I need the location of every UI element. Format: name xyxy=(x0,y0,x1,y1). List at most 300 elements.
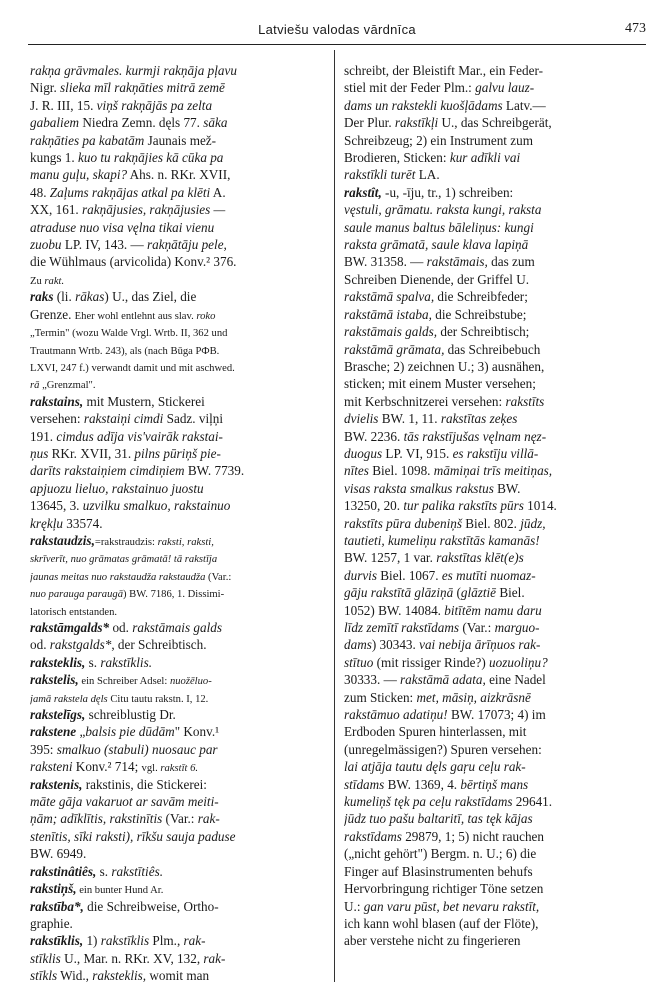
text-segment: latorisch entstanden. xyxy=(30,606,118,618)
text-line xyxy=(30,898,328,915)
text-line xyxy=(344,62,644,79)
column-divider xyxy=(334,50,335,982)
text-segment: vęstuli, grāmatu. raksta kungi, raksta xyxy=(344,202,542,218)
text-segment: rakstīklis xyxy=(100,933,150,949)
text-segment: Eher wohl entlehnt aus slav. xyxy=(74,310,197,322)
text-line xyxy=(30,741,328,758)
text-segment: (unregelmässigen?) Spuren versehen: xyxy=(344,741,542,757)
text-segment: rākas xyxy=(75,289,105,305)
text-line xyxy=(30,375,328,392)
text-line xyxy=(30,306,328,323)
text-line xyxy=(344,654,644,671)
text-line xyxy=(30,114,328,131)
text-segment: 30333. — xyxy=(344,672,401,688)
text-segment: kungs 1. xyxy=(30,150,78,166)
text-segment: RKr. XVII, 31. xyxy=(48,445,135,461)
text-segment: Brodieren, Sticken: xyxy=(344,150,450,166)
text-segment: raksteni xyxy=(30,759,73,775)
text-line xyxy=(30,132,328,149)
headword: rakstība*, xyxy=(30,898,84,914)
text-segment: s. xyxy=(85,654,101,670)
text-segment: rakstgalds* xyxy=(49,637,112,653)
text-segment: Zaļums rakņājas atkal pa klēti xyxy=(49,184,211,200)
text-line xyxy=(30,428,328,445)
text-segment: raksteklis, xyxy=(92,968,147,984)
text-segment: stiel mit der Feder Plm.: xyxy=(344,80,476,96)
text-segment: uozuoliņu? xyxy=(489,654,548,670)
text-segment: Konv.² 714; xyxy=(72,759,142,775)
text-segment: bērtiņš mans xyxy=(460,776,529,792)
text-segment: schreiblustig Dr. xyxy=(85,707,176,723)
text-line xyxy=(30,219,328,236)
text-segment: tur palika rakstīts pūrs xyxy=(403,498,524,514)
text-segment: rakstītas zeķes xyxy=(440,411,518,427)
text-segment: „ xyxy=(76,724,86,740)
text-segment: 1) xyxy=(83,933,101,949)
text-segment: atraduse nuo visa vęlna tikai vienu xyxy=(30,219,215,235)
text-line xyxy=(30,97,328,114)
text-line xyxy=(344,79,644,96)
text-segment: rakstāmā adata, xyxy=(400,672,486,688)
text-line xyxy=(344,480,644,497)
text-line xyxy=(344,341,644,358)
text-segment: ) U., das Ziel, die xyxy=(104,289,197,305)
text-segment: U., das Schreibgerät, xyxy=(438,115,552,131)
text-segment: mit Mustern, Stickerei xyxy=(83,393,205,409)
text-line xyxy=(344,810,644,827)
text-segment: rakstīkļi xyxy=(394,115,439,131)
text-line xyxy=(30,79,328,96)
text-segment: 48. xyxy=(30,184,50,200)
text-segment: kumeliņš tęk pa ceļu rakstīdams xyxy=(344,794,513,810)
header-rule xyxy=(28,44,646,45)
text-line xyxy=(344,845,644,862)
text-line xyxy=(344,132,644,149)
text-segment: A. xyxy=(210,184,226,200)
text-segment: die Schreibfeder; xyxy=(434,289,528,305)
text-segment: das Schreibebuch xyxy=(444,341,541,357)
text-segment: ( xyxy=(453,585,461,601)
text-segment: „Grenzmal". xyxy=(39,380,96,392)
page-header xyxy=(28,22,646,46)
text-segment: rakstāmais, xyxy=(426,254,488,270)
text-line xyxy=(344,358,644,375)
text-segment: es mutīti nuomaz- xyxy=(441,567,536,583)
text-segment: Erdboden Spuren hinterlassen, mit xyxy=(344,724,527,740)
text-segment: dvielis xyxy=(344,411,379,427)
text-segment: gabaliem xyxy=(30,115,80,131)
text-segment: lai atjāja tautu dęls gaŗu ceļu rak- xyxy=(344,759,526,775)
text-segment: s. xyxy=(96,863,112,879)
text-segment: zum Sticken: xyxy=(344,689,417,705)
text-line xyxy=(344,793,644,810)
text-segment: Ahs. n. RKr. XVII, xyxy=(127,167,231,183)
text-segment: rakstīt 6. xyxy=(160,763,199,775)
text-segment: manu guļu, skapi? xyxy=(30,167,128,183)
text-line xyxy=(344,97,644,114)
text-segment: U., Mar. n. RKr. XV, 132, xyxy=(60,950,204,966)
text-segment: (li. xyxy=(53,289,76,305)
text-segment: Plm., xyxy=(149,933,184,949)
text-line xyxy=(344,567,644,584)
text-segment: LXVI, 247 f.) verwandt damit und mit aschwed. xyxy=(30,362,235,374)
text-segment: " Konv.¹ xyxy=(174,724,220,740)
text-segment: rakt. xyxy=(44,275,65,287)
text-line xyxy=(30,828,328,845)
text-line xyxy=(344,515,644,532)
text-segment: BW. 1369, 4. xyxy=(384,776,461,792)
text-line xyxy=(30,549,328,566)
text-segment: balsis pie dūdām xyxy=(85,724,175,740)
text-segment: smalkuo (stabuli) nuosauc par xyxy=(56,741,218,757)
text-segment: uzvilku smalkuo, rakstainuo xyxy=(82,498,231,514)
text-line xyxy=(30,636,328,653)
left-column xyxy=(30,62,328,985)
text-line xyxy=(30,776,328,793)
text-segment: Niedra Zemn. dęls 77. xyxy=(79,115,204,131)
text-line xyxy=(344,114,644,131)
text-line xyxy=(344,915,644,932)
text-segment: ) BW. 7186, 1. Dissimi- xyxy=(123,589,225,601)
text-line xyxy=(30,689,328,706)
text-line xyxy=(344,584,644,601)
text-segment: (Var.: xyxy=(205,571,232,583)
text-segment: Jaunais mež- xyxy=(144,132,217,148)
text-line xyxy=(30,445,328,462)
text-segment: rakstītas klēt(e)s xyxy=(436,550,524,566)
text-line xyxy=(344,619,644,636)
text-line xyxy=(344,898,644,915)
right-column xyxy=(344,62,644,950)
text-line xyxy=(344,149,644,166)
text-segment: zuobu xyxy=(30,237,62,253)
text-segment: BW. 31358. — xyxy=(344,254,427,270)
headword: raksteklis, xyxy=(30,654,86,670)
text-segment: BW. 7739. xyxy=(184,463,245,479)
text-segment: Latv.— xyxy=(502,97,546,113)
text-segment: 29879, 1; 5) nicht rauchen xyxy=(401,828,544,844)
text-segment: cimdus adīja vis'vairāk rakstai- xyxy=(56,428,223,444)
text-segment: ņus xyxy=(30,445,49,461)
text-segment: J. R. III, 15. xyxy=(30,97,97,113)
text-line xyxy=(30,341,328,358)
text-line xyxy=(30,950,328,967)
text-segment: 33574. xyxy=(62,515,103,531)
text-segment: rakstāmais galds xyxy=(132,620,222,635)
text-segment: rakņa grāvmales. kurmji rakņāja pļavu xyxy=(30,63,237,78)
text-segment: od. xyxy=(109,620,133,635)
text-segment: stītuo xyxy=(344,654,374,670)
text-segment: (Var.: xyxy=(459,620,495,635)
text-line xyxy=(344,636,644,653)
text-segment: U.: xyxy=(344,898,364,914)
text-line xyxy=(30,880,328,897)
text-line xyxy=(30,810,328,827)
text-line xyxy=(30,288,328,305)
text-segment: gan varu pūst, bet nevaru rakstīt, xyxy=(363,898,540,914)
text-line xyxy=(30,915,328,932)
text-segment: skrīverīt, nuo grāmatas grāmatā! tā rakstīja xyxy=(30,554,218,566)
text-segment: ņām; adīklītis, rakstinītis xyxy=(30,811,163,827)
text-segment: (mit rissiger Rinde?) xyxy=(373,654,490,670)
text-segment: -u, -īju, tr., 1) schreiben: xyxy=(381,184,514,200)
text-line xyxy=(344,776,644,793)
text-segment: (Var.: xyxy=(162,811,198,827)
text-line xyxy=(344,306,644,323)
headword: raks xyxy=(30,289,54,305)
text-line xyxy=(30,201,328,218)
text-line xyxy=(30,236,328,253)
text-segment: 1014. xyxy=(523,498,557,514)
text-segment: versehen: xyxy=(30,411,84,427)
text-line xyxy=(30,723,328,740)
text-segment: māmiņai trīs meitiņas, xyxy=(433,463,553,479)
text-line xyxy=(344,863,644,880)
text-segment: ) 30343. xyxy=(371,637,420,653)
text-segment: marguo- xyxy=(494,620,540,635)
text-line xyxy=(344,201,644,218)
text-segment: ein Schreiber Adsel: xyxy=(78,676,170,688)
text-segment: māte gāja vakaruot ar savām meiti- xyxy=(30,794,219,810)
text-line xyxy=(344,549,644,566)
text-line xyxy=(344,271,644,288)
text-segment: BW. 2236. xyxy=(344,428,404,444)
text-segment: Grenze. xyxy=(30,306,75,322)
text-segment: saule manus baltus bāleliņus: kungi xyxy=(344,219,534,235)
text-segment: ich kann wohl blasen (auf der Flöte), xyxy=(344,915,539,931)
text-line xyxy=(30,671,328,688)
headword: rakstiņš, xyxy=(30,881,77,897)
text-line xyxy=(344,236,644,253)
text-segment: stenītis, sīki raksti), rīkšu sauja paduse xyxy=(30,828,236,844)
text-segment: Zu xyxy=(30,275,45,287)
text-line xyxy=(344,602,644,619)
text-line xyxy=(30,532,328,549)
text-segment: apjuozu lieluo, rakstainuo juostu xyxy=(30,480,204,496)
text-line xyxy=(344,166,644,183)
text-segment: jūdz, xyxy=(520,515,546,531)
text-segment: der Schreibtisch; xyxy=(437,324,530,340)
text-segment: Finger auf Blasinstrumenten behufs xyxy=(344,863,533,879)
text-segment: gāju rakstītā glāziņā xyxy=(344,585,454,601)
text-line xyxy=(344,689,644,706)
text-segment: jamā rakstela dęls xyxy=(30,693,108,705)
text-segment: vgl. xyxy=(141,763,161,775)
text-line xyxy=(344,253,644,270)
headword: rakstāmgalds* xyxy=(30,620,110,635)
headword: rakstaudzis, xyxy=(30,532,95,548)
text-segment: rakstāmuo adatiņu! xyxy=(344,707,448,723)
text-line xyxy=(30,323,328,340)
text-segment: rakņāties pa kabatām xyxy=(30,132,145,148)
text-line xyxy=(344,706,644,723)
text-segment: galvu lauz- xyxy=(475,80,535,96)
text-line xyxy=(30,967,328,984)
text-segment: die Wühlmaus (arvicolida) Konv.² 376. xyxy=(30,254,237,270)
text-line xyxy=(344,184,644,201)
text-segment: krękļu xyxy=(30,515,63,531)
text-line xyxy=(30,654,328,671)
text-segment: rakstīkli turēt xyxy=(344,167,416,183)
text-line xyxy=(30,619,328,636)
text-line xyxy=(30,932,328,949)
text-segment: stīkls xyxy=(30,968,58,984)
text-segment: rak- xyxy=(203,950,226,966)
text-segment: das zum xyxy=(487,254,535,270)
text-segment: raksta grāmatā, saule klava lapiņā xyxy=(344,237,529,253)
headword: rakstene xyxy=(30,724,77,740)
text-segment: nuo parauga paraugā xyxy=(30,589,123,601)
text-line xyxy=(344,288,644,305)
text-line xyxy=(30,515,328,532)
text-line xyxy=(30,62,328,79)
text-segment: Trautmann Wrtb. 243), als (nach Būga РФВ. xyxy=(30,345,220,357)
text-segment: („nicht gehört") Bergm. n. U.; 6) die xyxy=(344,846,537,862)
text-segment: stīklis xyxy=(30,950,61,966)
text-segment: nītes xyxy=(344,463,369,479)
text-line xyxy=(344,932,644,949)
text-segment: tautieti, kumeliņu rakstītās kamanās! xyxy=(344,532,540,548)
text-segment: raksti, raksti, xyxy=(157,536,214,548)
text-segment: 13250, 20. xyxy=(344,498,404,514)
text-segment: , der Schreibtisch. xyxy=(111,637,207,653)
text-segment: Der Plur. xyxy=(344,115,395,131)
text-line xyxy=(30,358,328,375)
text-segment: glāztiē xyxy=(460,585,497,601)
text-segment: Sadz. viļņi xyxy=(163,411,224,427)
text-line xyxy=(30,462,328,479)
text-segment: met, māsiņ, aizkrāsnē xyxy=(416,689,531,705)
text-line xyxy=(344,428,644,445)
text-segment: eine Nadel xyxy=(485,672,546,688)
text-segment: viņš rakņājās pa zelta xyxy=(96,97,213,113)
text-segment: kuo tu rakņājies kā cūka pa xyxy=(78,150,224,166)
text-segment: visas raksta smalkus rakstus xyxy=(344,480,494,496)
text-segment: rakstāmais galds, xyxy=(344,324,438,340)
text-segment: stīdams xyxy=(344,776,385,792)
text-segment: duogus xyxy=(344,445,383,461)
text-segment: XX, 161. xyxy=(30,202,83,218)
headword: rakstains, xyxy=(30,393,84,409)
text-segment: roko xyxy=(196,310,216,322)
text-line xyxy=(344,671,644,688)
text-segment: rakstīts pūra dubeniņš xyxy=(344,515,462,531)
text-line xyxy=(30,584,328,601)
headword: rakstinâtiês, xyxy=(30,863,97,879)
text-line xyxy=(344,393,644,410)
text-line xyxy=(30,271,328,288)
text-line xyxy=(30,863,328,880)
text-segment: BW. xyxy=(493,480,521,496)
text-segment: Biel. 1098. xyxy=(368,463,434,479)
text-segment: rak- xyxy=(197,811,220,827)
text-line xyxy=(30,845,328,862)
text-line xyxy=(344,323,644,340)
text-segment: rakstīdams xyxy=(344,828,402,844)
text-line xyxy=(344,758,644,775)
text-segment: Wid., xyxy=(57,968,93,984)
text-line xyxy=(30,497,328,514)
text-line xyxy=(30,480,328,497)
text-segment: LA. xyxy=(415,167,440,183)
text-segment: rakstītiês. xyxy=(111,863,164,879)
text-line xyxy=(30,253,328,270)
text-segment: BW. 17073; 4) im xyxy=(447,707,546,723)
text-segment: LP. VI, 915. xyxy=(382,445,453,461)
text-segment: Schreiben Dienende, der Griffel U. xyxy=(344,271,530,287)
text-segment: līdz zemītī rakstīdams xyxy=(344,620,460,635)
text-segment: nuožēluo- xyxy=(169,676,212,688)
running-title: Latviešu valodas vārdnīca xyxy=(258,22,416,37)
text-line xyxy=(30,567,328,584)
text-segment: vai nebija ārīņuos rak- xyxy=(419,637,541,653)
text-segment: dams un rakstekli kuošļādams xyxy=(344,97,503,113)
text-segment: rakstāmā istaba, xyxy=(344,306,432,322)
text-segment: Biel. 1067. xyxy=(376,567,442,583)
headword: rakstît, xyxy=(344,184,382,200)
text-line xyxy=(30,393,328,410)
text-line xyxy=(344,828,644,845)
text-segment: Biel. 802. xyxy=(461,515,521,531)
text-segment: Schreibzeug; 2) ein Instrument zum xyxy=(344,132,533,148)
text-segment: BW. 1257, 1 var. xyxy=(344,550,437,566)
text-segment: die Schreibstube; xyxy=(431,306,527,322)
text-segment: durvis xyxy=(344,567,377,583)
text-segment: sāka xyxy=(203,115,228,131)
text-segment: rakstinis, die Stickerei: xyxy=(82,776,207,792)
headword: rakstīklis, xyxy=(30,933,84,949)
text-segment: rakstīklis. xyxy=(100,654,153,670)
text-line xyxy=(30,149,328,166)
text-segment: Hervorbringung richtiger Töne setzen xyxy=(344,881,544,897)
text-line xyxy=(344,532,644,549)
text-line xyxy=(30,410,328,427)
text-line xyxy=(344,723,644,740)
text-line xyxy=(30,706,328,723)
text-segment: =rakstraudzis: xyxy=(94,536,158,548)
text-segment: dams xyxy=(344,637,372,653)
text-segment: Nigr. xyxy=(30,80,61,96)
text-segment: jūdz tuo pašu baltaritī, tas tęk kājas xyxy=(344,811,533,827)
text-line xyxy=(344,880,644,897)
text-segment: bitītēm namu daru xyxy=(444,602,542,618)
text-segment: BW. 6949. xyxy=(30,846,87,862)
text-segment: od. xyxy=(30,637,50,653)
text-segment: graphie. xyxy=(30,915,73,931)
text-segment: 1052) BW. 14084. xyxy=(344,602,445,618)
text-segment: mit Kerbschnitzerei versehen: xyxy=(344,393,506,409)
text-line xyxy=(30,602,328,619)
text-segment: „Termin" (wozu Walde Vrgl. Wrtb. II, 362 und xyxy=(30,328,228,340)
text-segment: 13645, 3. xyxy=(30,498,83,514)
text-segment: die Schreibweise, Ortho- xyxy=(83,898,219,914)
text-line xyxy=(30,758,328,775)
text-segment: kur adīkli vai xyxy=(449,150,521,166)
text-segment: 29641. xyxy=(512,794,553,810)
text-segment: schreibt, der Bleistift Mar., ein Feder- xyxy=(344,63,543,78)
text-segment: es rakstīju villā- xyxy=(452,445,539,461)
headword: rakstelis, xyxy=(30,672,79,688)
text-segment: jaunas meitas nuo rakstaudža rakstaudža xyxy=(30,571,206,583)
text-segment: rā xyxy=(30,380,40,392)
text-segment: rakstaiņi cimdi xyxy=(83,411,164,427)
text-line xyxy=(344,445,644,462)
text-segment: slieka mīl rakņāties mitrā zemē xyxy=(60,80,225,96)
text-segment: rakņājusies, rakņājusies — xyxy=(82,202,226,218)
text-segment: aber verstehe nicht zu fingerieren xyxy=(344,933,521,949)
text-segment: BW. 1, 11. xyxy=(378,411,441,427)
page-number: 473 xyxy=(625,21,646,36)
